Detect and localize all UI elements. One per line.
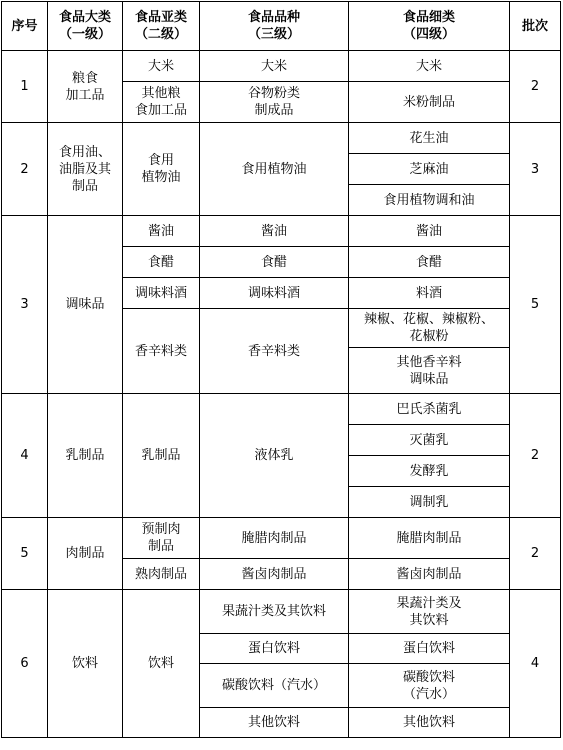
cat3-cell: 酱油 — [200, 216, 349, 247]
batch-cell: 4 — [510, 590, 561, 738]
cat3-cell: 食醋 — [200, 247, 349, 278]
batch-cell: 2 — [510, 51, 561, 123]
cat3-cell: 液体乳 — [200, 394, 349, 518]
cat3-cell: 调味料酒 — [200, 278, 349, 309]
table-row — [2, 216, 561, 247]
cat2-cell: 调味料酒 — [123, 278, 200, 309]
cat4-cell: 灭菌乳 — [349, 425, 510, 456]
cat2-cell: 酱油 — [123, 216, 200, 247]
header-batch: 批次 — [510, 2, 561, 51]
table-row — [2, 51, 561, 82]
cat1-cell: 调味品 — [48, 216, 123, 394]
cat3-cell: 香辛料类 — [200, 309, 349, 394]
cat1-cell: 食用油、 油脂及其 制品 — [48, 123, 123, 216]
header-seq: 序号 — [2, 2, 48, 51]
batch-cell: 2 — [510, 518, 561, 590]
cat4-cell: 调制乳 — [349, 487, 510, 518]
header-cat3: 食品品种 （三级） — [200, 2, 349, 51]
batch-cell: 2 — [510, 394, 561, 518]
cat4-cell: 其他香辛料 调味品 — [349, 348, 510, 394]
cat2-cell: 预制肉 制品 — [123, 518, 200, 559]
cat1-cell: 肉制品 — [48, 518, 123, 590]
header-cat1: 食品大类 （一级） — [48, 2, 123, 51]
cat4-cell: 米粉制品 — [349, 82, 510, 123]
cat3-cell: 酱卤肉制品 — [200, 559, 349, 590]
cat4-cell: 碳酸饮料 （汽水） — [349, 664, 510, 708]
table-row — [2, 518, 561, 559]
cat4-cell: 花生油 — [349, 123, 510, 154]
cat1-cell: 粮食 加工品 — [48, 51, 123, 123]
cat4-cell: 料酒 — [349, 278, 510, 309]
cat1-cell: 饮料 — [48, 590, 123, 738]
seq-cell: 2 — [2, 123, 48, 216]
table-row — [2, 123, 561, 154]
cat4-cell: 蛋白饮料 — [349, 634, 510, 664]
cat4-cell: 酱油 — [349, 216, 510, 247]
cat4-cell: 芝麻油 — [349, 154, 510, 185]
cat4-cell: 腌腊肉制品 — [349, 518, 510, 559]
header-row — [2, 2, 561, 51]
cat2-cell: 食用 植物油 — [123, 123, 200, 216]
cat2-cell: 乳制品 — [123, 394, 200, 518]
cat4-cell: 巴氏杀菌乳 — [349, 394, 510, 425]
cat3-cell: 果蔬汁类及其饮料 — [200, 590, 349, 634]
cat2-cell: 熟肉制品 — [123, 559, 200, 590]
cat2-cell: 其他粮 食加工品 — [123, 82, 200, 123]
header-cat4: 食品细类 （四级） — [349, 2, 510, 51]
table-row — [2, 590, 561, 634]
cat4-cell: 辣椒、花椒、辣椒粉、 花椒粉 — [349, 309, 510, 348]
cat4-cell: 食醋 — [349, 247, 510, 278]
cat3-cell: 其他饮料 — [200, 708, 349, 738]
seq-cell: 6 — [2, 590, 48, 738]
batch-cell: 3 — [510, 123, 561, 216]
cat4-cell: 酱卤肉制品 — [349, 559, 510, 590]
seq-cell: 4 — [2, 394, 48, 518]
cat3-cell: 腌腊肉制品 — [200, 518, 349, 559]
cat3-cell: 谷物粉类 制成品 — [200, 82, 349, 123]
seq-cell: 1 — [2, 51, 48, 123]
cat4-cell: 发酵乳 — [349, 456, 510, 487]
seq-cell: 5 — [2, 518, 48, 590]
cat2-cell: 饮料 — [123, 590, 200, 738]
seq-cell: 3 — [2, 216, 48, 394]
cat1-cell: 乳制品 — [48, 394, 123, 518]
cat2-cell: 香辛料类 — [123, 309, 200, 394]
cat4-cell: 其他饮料 — [349, 708, 510, 738]
cat4-cell: 大米 — [349, 51, 510, 82]
cat3-cell: 蛋白饮料 — [200, 634, 349, 664]
cat3-cell: 大米 — [200, 51, 349, 82]
header-cat2: 食品亚类 （二级） — [123, 2, 200, 51]
cat3-cell: 碳酸饮料（汽水） — [200, 664, 349, 708]
cat3-cell: 食用植物油 — [200, 123, 349, 216]
food-category-table — [1, 1, 561, 738]
cat2-cell: 食醋 — [123, 247, 200, 278]
batch-cell: 5 — [510, 216, 561, 394]
cat4-cell: 果蔬汁类及 其饮料 — [349, 590, 510, 634]
cat2-cell: 大米 — [123, 51, 200, 82]
cat4-cell: 食用植物调和油 — [349, 185, 510, 216]
table-row — [2, 394, 561, 425]
